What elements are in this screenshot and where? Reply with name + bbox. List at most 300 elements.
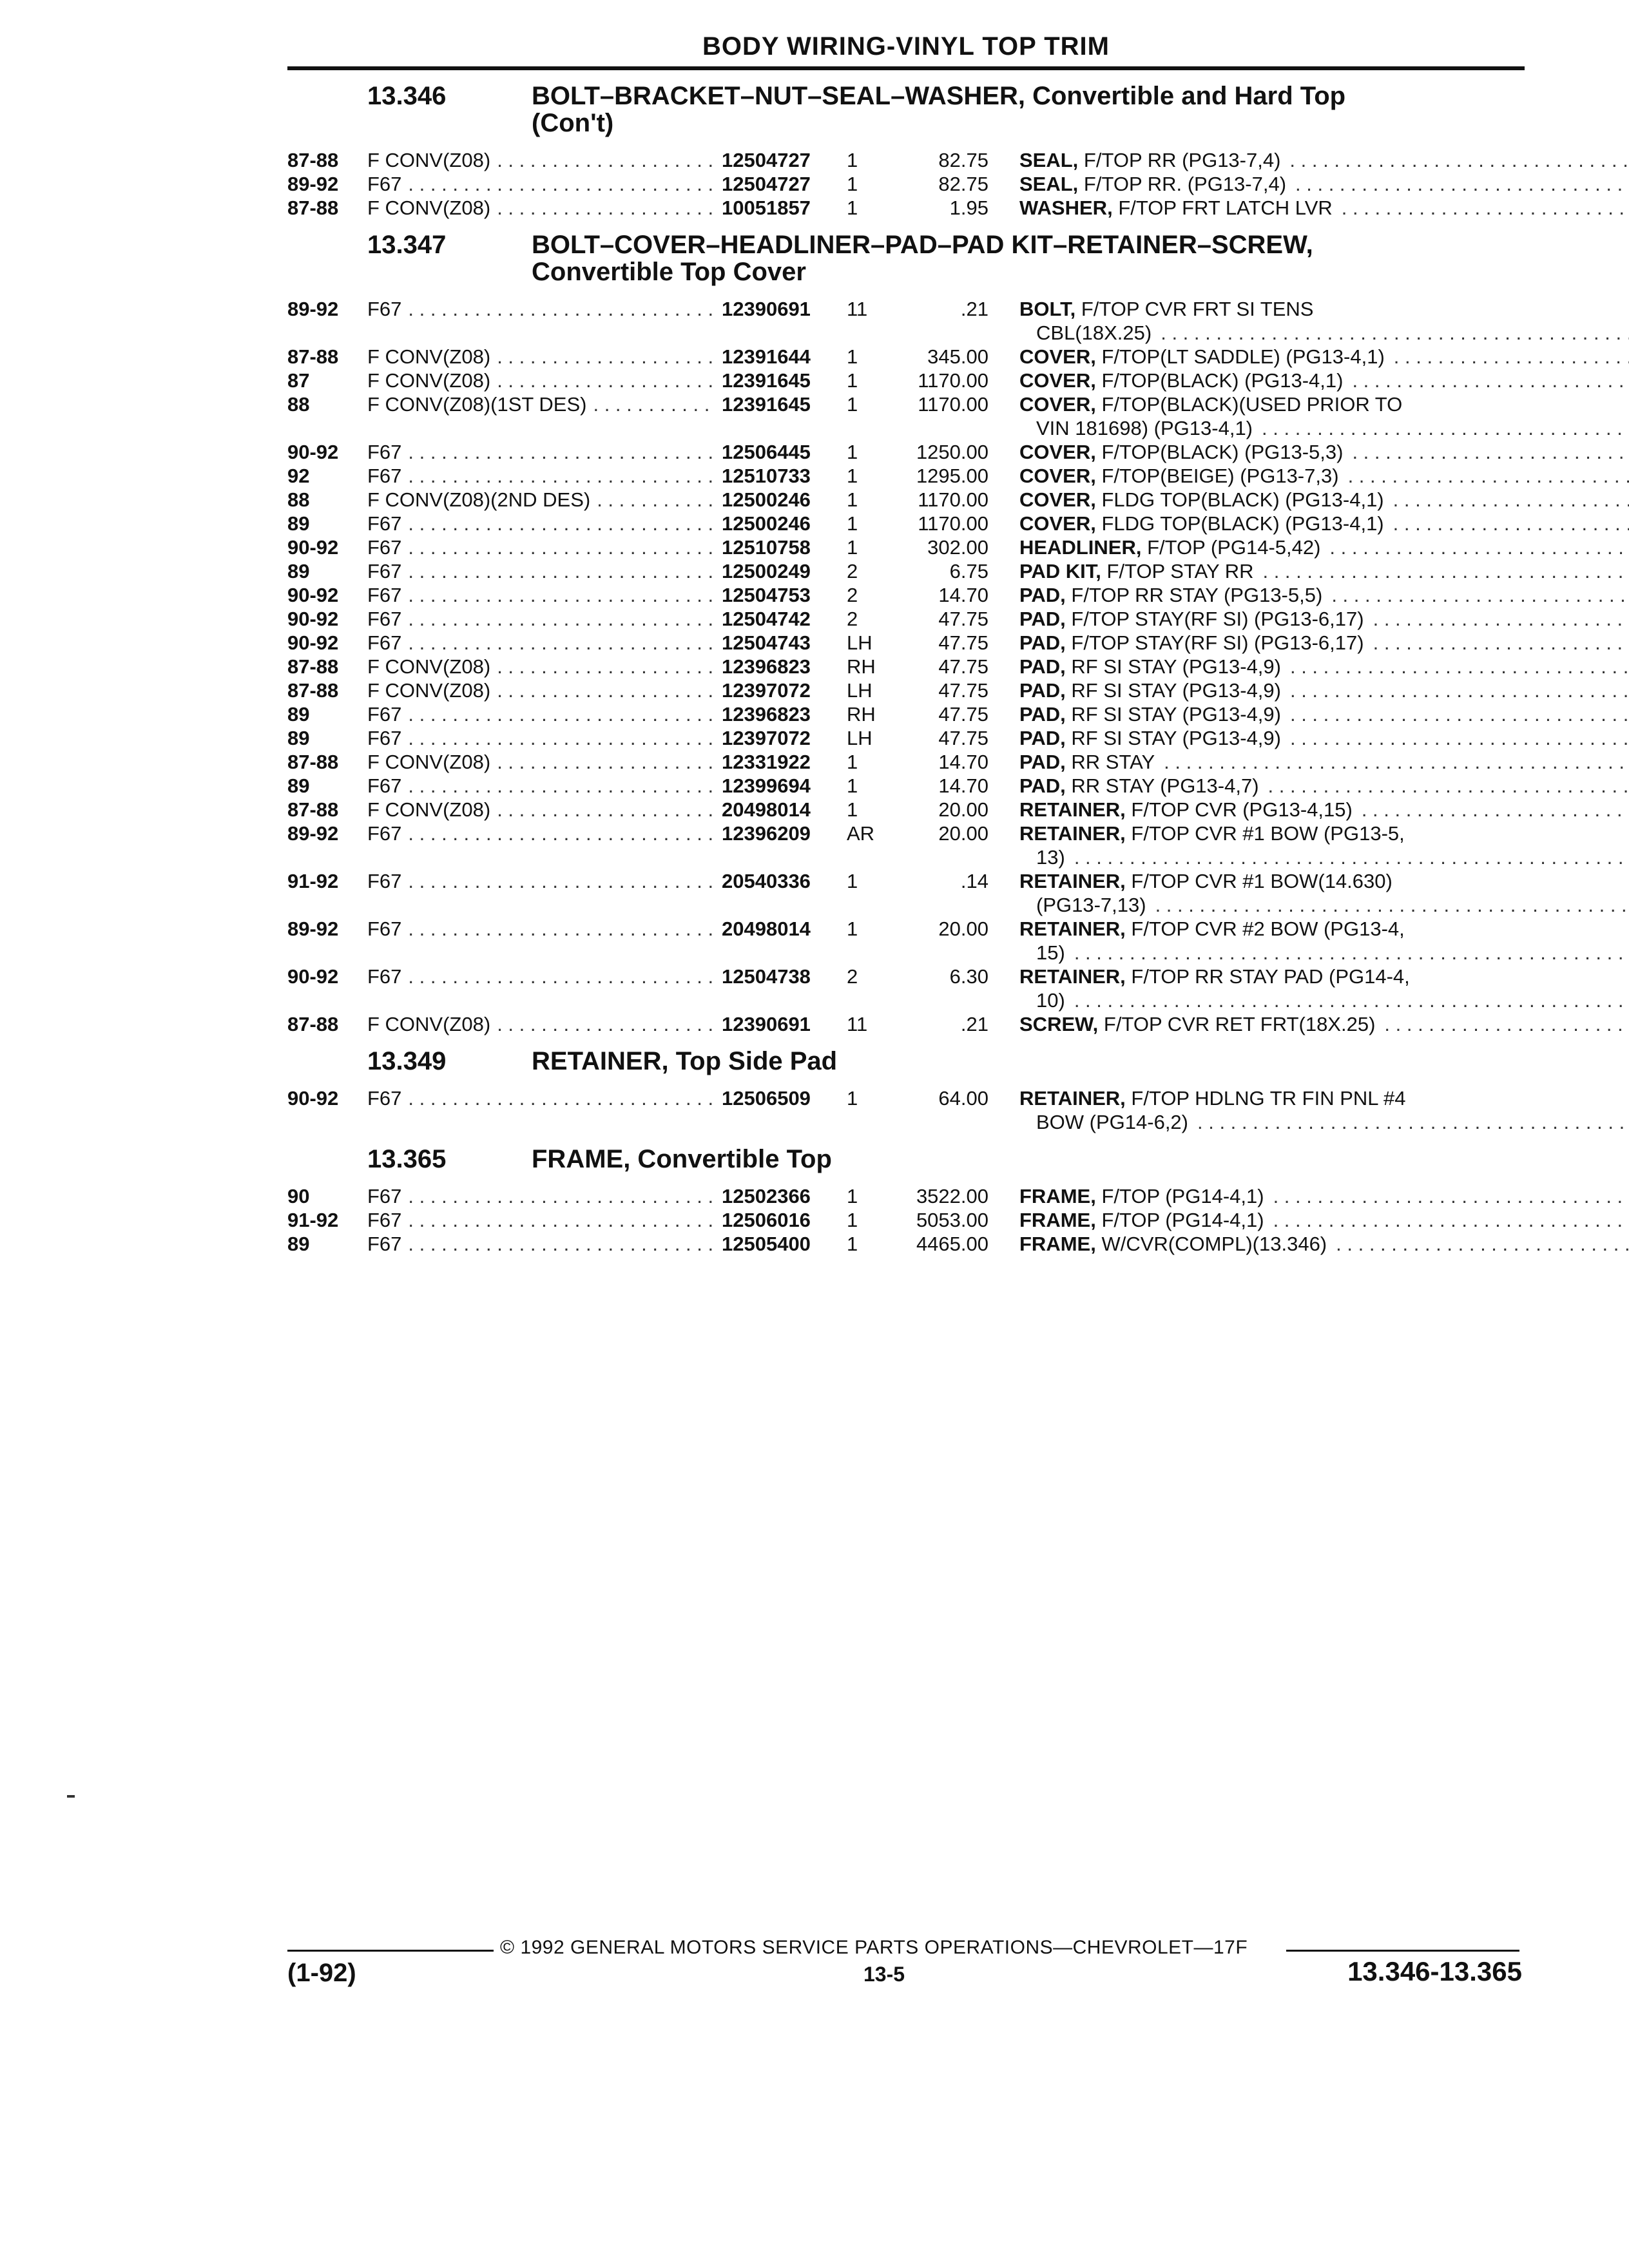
part-row: [287, 488, 1525, 512]
model-year: 89: [287, 512, 310, 535]
model-year: 89: [287, 560, 310, 582]
dot-leader: [408, 965, 713, 988]
part-number: 12500246: [722, 512, 811, 535]
part-row: [287, 1232, 1525, 1256]
description-text: [1019, 965, 1410, 988]
model-code-cell: [367, 148, 722, 172]
section-header: [287, 82, 1525, 137]
price: 345.00: [927, 345, 988, 368]
quantity: 11: [847, 1013, 868, 1035]
section-header: [287, 231, 1525, 285]
dot-leader: [1161, 321, 1629, 345]
description-line: [1019, 774, 1629, 798]
model-code-cell: [367, 965, 722, 988]
model-code: F67: [367, 560, 402, 582]
part-row: [287, 774, 1525, 798]
model-code-cell: [367, 1184, 722, 1208]
dot-leader: [1289, 148, 1629, 172]
model-code-cell: [367, 655, 722, 678]
dot-leader: [1329, 535, 1629, 559]
price: 3522.00: [916, 1185, 988, 1207]
description-continuation-text: CBL(18X.25): [1036, 322, 1152, 344]
price: 1170.00: [918, 393, 988, 416]
model-code-cell: [367, 631, 722, 655]
description-detail: F/TOP (PG14-4,1): [1101, 1185, 1264, 1207]
part-number: 12390691: [722, 298, 811, 320]
dot-leader: [1268, 774, 1629, 798]
part-row: [287, 297, 1525, 345]
description-detail: RR STAY: [1071, 751, 1155, 773]
price: 20.00: [938, 918, 988, 940]
description-line: [1019, 1232, 1629, 1256]
section-title: [532, 1048, 1525, 1075]
model-code-cell: [367, 440, 722, 464]
section-title: [532, 82, 1525, 137]
description-line: [1019, 655, 1629, 678]
description-text: [1019, 1208, 1264, 1232]
description-keyword: COVER,: [1019, 488, 1096, 511]
model-code: F67: [367, 512, 402, 535]
quantity: 2: [847, 560, 858, 582]
part-row: [287, 750, 1525, 774]
description-continuation: [1019, 1110, 1629, 1134]
dot-leader: [1384, 1012, 1629, 1036]
description-keyword: RETAINER,: [1019, 822, 1126, 845]
quantity: LH: [847, 631, 872, 654]
description-continuation-text: 10): [1036, 989, 1065, 1012]
part-row: [287, 440, 1525, 464]
model-year: 88: [287, 488, 310, 511]
catalog-section: [287, 231, 1525, 1044]
description-detail: W/CVR(COMPL)(13.346): [1101, 1233, 1327, 1255]
model-code-cell: [367, 822, 722, 845]
description: [1019, 1086, 1629, 1134]
dot-leader: [497, 148, 713, 172]
description-line: [1019, 440, 1629, 464]
description-line: [1019, 369, 1629, 392]
section-header: [287, 1048, 1525, 1075]
model-code-cell: [367, 345, 722, 369]
description: [1019, 869, 1629, 917]
model-code-cell: [367, 369, 722, 392]
model-code: F67: [367, 465, 402, 487]
model-year: 89: [287, 727, 310, 749]
dot-leader: [408, 583, 713, 607]
description-text: [1019, 678, 1281, 702]
price: 82.75: [938, 149, 988, 171]
model-year: 87-88: [287, 149, 339, 171]
description-text: [1019, 392, 1402, 416]
description-keyword: PAD,: [1019, 679, 1066, 702]
quantity: 1: [847, 536, 858, 559]
footer-copyright: © 1992 GENERAL MOTORS SERVICE PARTS OPERATIONS—CHEVROLET—17F: [500, 1937, 1248, 1958]
part-number: 12500246: [722, 488, 811, 511]
description-line: [1019, 1012, 1629, 1036]
description-keyword: RETAINER,: [1019, 798, 1126, 821]
description: [1019, 1012, 1629, 1036]
description: [1019, 1232, 1629, 1256]
description-line: [1019, 196, 1629, 220]
price: 1295.00: [916, 465, 988, 487]
quantity: RH: [847, 655, 876, 678]
model-code-cell: [367, 702, 722, 726]
description-keyword: RETAINER,: [1019, 1087, 1126, 1110]
model-code-cell: [367, 1208, 722, 1232]
description-line: [1019, 702, 1629, 726]
description-line: [1019, 535, 1629, 559]
description-detail: F/TOP STAY RR: [1106, 560, 1254, 582]
dot-leader: [408, 1208, 713, 1232]
model-code: F67: [367, 1185, 402, 1207]
part-row: [287, 631, 1525, 655]
description-text: [1019, 172, 1286, 196]
description: [1019, 822, 1623, 869]
description-text: [1019, 345, 1385, 369]
model-year: 89: [287, 774, 310, 797]
quantity: 1: [847, 369, 858, 392]
dot-leader: [1393, 488, 1629, 512]
description-text: [1019, 1086, 1405, 1110]
model-code: F67: [367, 703, 402, 726]
quantity: 1: [847, 918, 858, 940]
description-line: [1019, 512, 1629, 535]
part-number: 12504738: [722, 965, 811, 988]
header-rule: [287, 66, 1525, 70]
quantity: AR: [847, 822, 875, 845]
model-year: 87-88: [287, 345, 339, 368]
section-gap: [287, 1134, 1525, 1142]
description: [1019, 172, 1629, 196]
description-text: [1019, 702, 1281, 726]
section-title-line: (Con't): [532, 109, 614, 137]
part-number: 12397072: [722, 679, 811, 702]
description: [1019, 631, 1629, 655]
model-year: 87: [287, 369, 310, 392]
quantity: 1: [847, 1233, 858, 1255]
dot-leader: [1336, 1232, 1629, 1256]
quantity: 1: [847, 1087, 858, 1110]
description-line: [1019, 1208, 1629, 1232]
model-code-cell: [367, 869, 722, 893]
description-text: [1019, 196, 1333, 220]
dot-leader: [497, 345, 713, 369]
model-code-cell: [367, 798, 722, 822]
description-keyword: SEAL,: [1019, 173, 1079, 195]
dot-leader: [408, 535, 713, 559]
model-code-cell: [367, 917, 722, 941]
description-keyword: PAD,: [1019, 608, 1066, 630]
price: 1.95: [949, 197, 988, 219]
description: [1019, 464, 1629, 488]
dot-leader: [1290, 702, 1629, 726]
model-code: F CONV(Z08): [367, 751, 491, 773]
part-row: [287, 535, 1525, 559]
dot-leader: [408, 297, 713, 321]
dot-leader: [408, 172, 713, 196]
description-line: [1019, 750, 1627, 774]
model-year: 89-92: [287, 918, 339, 940]
description-detail: F/TOP CVR (PG13-4,15): [1131, 798, 1353, 821]
price: 47.75: [938, 608, 988, 630]
price: 14.70: [938, 774, 988, 797]
model-code-cell: [367, 583, 722, 607]
part-number: 12331922: [722, 751, 811, 773]
price: 1170.00: [918, 512, 988, 535]
description-detail: F/TOP HDLNG TR FIN PNL #4: [1131, 1087, 1406, 1110]
description-keyword: PAD KIT,: [1019, 560, 1101, 582]
description-detail: F/TOP CVR FRT SI TENS: [1081, 298, 1314, 320]
model-code: F67: [367, 1209, 402, 1231]
description: [1019, 583, 1629, 607]
dot-leader: [1295, 172, 1629, 196]
price: 1170.00: [918, 488, 988, 511]
footer-section-range: 13.346-13.365: [1347, 1956, 1522, 1986]
dot-leader: [497, 798, 713, 822]
model-code: F67: [367, 918, 402, 940]
dot-leader: [408, 774, 713, 798]
model-year: 87-88: [287, 751, 339, 773]
dot-leader: [408, 1184, 713, 1208]
description-line: [1019, 798, 1629, 822]
model-code: F CONV(Z08)(1ST DES): [367, 393, 587, 416]
dot-leader: [1362, 798, 1629, 822]
model-year: 87-88: [287, 655, 339, 678]
part-number: 12504727: [722, 149, 811, 171]
description-keyword: PAD,: [1019, 631, 1066, 654]
description-text: [1019, 148, 1280, 172]
description-line: [1019, 488, 1629, 512]
quantity: 1: [847, 488, 858, 511]
model-year: 90-92: [287, 441, 339, 463]
description-detail: F/TOP CVR #1 BOW (PG13-5,: [1131, 822, 1405, 845]
quantity: 1: [847, 798, 858, 821]
dot-leader: [1197, 1110, 1629, 1134]
part-row: [287, 392, 1525, 440]
price: 47.75: [938, 703, 988, 726]
price: 4465.00: [916, 1233, 988, 1255]
model-code: F67: [367, 822, 402, 845]
part-row: [287, 196, 1525, 220]
part-row: [287, 512, 1525, 535]
dot-leader: [1348, 464, 1629, 488]
price: 6.30: [949, 965, 988, 988]
part-number: 20498014: [722, 798, 811, 821]
quantity: RH: [847, 703, 876, 726]
section-title-line: BOLT–BRACKET–NUT–SEAL–WASHER, Convertible and Hard Top: [532, 82, 1346, 110]
model-code: F67: [367, 774, 402, 797]
part-number: 12396823: [722, 655, 811, 678]
price: 14.70: [938, 751, 988, 773]
dot-leader: [408, 822, 713, 845]
model-code: F CONV(Z08)(2ND DES): [367, 488, 591, 511]
description-text: [1019, 1012, 1375, 1036]
description-detail: F/TOP RR STAY PAD (PG14-4,: [1131, 965, 1410, 988]
quantity: 11: [847, 298, 868, 320]
part-row: [287, 869, 1525, 917]
model-code-cell: [367, 172, 722, 196]
description-line: [1019, 297, 1629, 321]
description-continuation: [1019, 845, 1623, 869]
description-line: [1019, 148, 1629, 172]
model-code-cell: [367, 1086, 722, 1110]
part-row: [287, 965, 1525, 1012]
description: [1019, 798, 1629, 822]
description-keyword: PAD,: [1019, 584, 1066, 606]
model-year: 88: [287, 393, 310, 416]
part-row: [287, 726, 1525, 750]
description-text: [1019, 464, 1339, 488]
model-code: F67: [367, 608, 402, 630]
dot-leader: [1373, 631, 1629, 655]
section-title-line: Convertible Top Cover: [532, 258, 806, 286]
description: [1019, 392, 1629, 440]
scan-speck: [67, 1795, 75, 1798]
description-detail: RF SI STAY (PG13-4,9): [1071, 727, 1281, 749]
description-detail: F/TOP (PG14-4,1): [1101, 1209, 1264, 1231]
description-line: [1019, 965, 1623, 988]
dot-leader: [497, 678, 713, 702]
dot-leader: [1373, 607, 1629, 631]
dot-leader: [1290, 678, 1629, 702]
model-year: 90: [287, 1185, 310, 1207]
model-year: 89-92: [287, 298, 339, 320]
part-row: [287, 345, 1525, 369]
description: [1019, 750, 1627, 774]
description: [1019, 917, 1623, 965]
description-text: [1019, 535, 1320, 559]
description-text: [1019, 869, 1393, 893]
description-keyword: RETAINER,: [1019, 918, 1126, 940]
quantity: 1: [847, 149, 858, 171]
section-number: 13.365: [367, 1145, 447, 1173]
model-year: 91-92: [287, 870, 339, 892]
price: 5053.00: [916, 1209, 988, 1231]
dot-leader: [408, 869, 713, 893]
description-keyword: COVER,: [1019, 393, 1096, 416]
description-keyword: COVER,: [1019, 345, 1096, 368]
model-code: F67: [367, 298, 402, 320]
model-code-cell: [367, 607, 722, 631]
model-code: F67: [367, 727, 402, 749]
model-code: F67: [367, 441, 402, 463]
description-text: [1019, 726, 1281, 750]
dot-leader: [1342, 196, 1629, 220]
quantity: 1: [847, 512, 858, 535]
quantity: 2: [847, 608, 858, 630]
description-text: [1019, 559, 1253, 583]
description: [1019, 535, 1629, 559]
description-line: [1019, 172, 1629, 196]
dot-leader: [1155, 893, 1629, 917]
quantity: 1: [847, 345, 858, 368]
quantity: 2: [847, 584, 858, 606]
model-code-cell: [367, 750, 722, 774]
description-text: [1019, 631, 1364, 655]
description-keyword: RETAINER,: [1019, 965, 1126, 988]
description-line: [1019, 1086, 1629, 1110]
part-row: [287, 917, 1525, 965]
footer-date: (1-92): [287, 1959, 356, 1987]
part-row: [287, 655, 1525, 678]
dot-leader: [1074, 988, 1624, 1012]
part-number: 12504753: [722, 584, 811, 606]
model-code: F67: [367, 965, 402, 988]
dot-leader: [1290, 655, 1629, 678]
price: .14: [960, 870, 988, 892]
price: .21: [960, 298, 988, 320]
dot-leader: [1352, 440, 1629, 464]
description-detail: FLDG TOP(BLACK) (PG13-4,1): [1101, 512, 1384, 535]
description-continuation: [1019, 988, 1623, 1012]
model-code: F CONV(Z08): [367, 149, 491, 171]
part-row: [287, 559, 1525, 583]
section-number: 13.349: [367, 1047, 447, 1075]
dot-leader: [1331, 583, 1629, 607]
dot-leader: [408, 1086, 713, 1110]
model-year: 90-92: [287, 965, 339, 988]
section-title: [532, 231, 1525, 285]
description-text: [1019, 798, 1353, 822]
description-text: [1019, 822, 1405, 845]
description-text: [1019, 512, 1384, 535]
part-number: 12391645: [722, 369, 811, 392]
quantity: 2: [847, 965, 858, 988]
price: 20.00: [938, 822, 988, 845]
model-code-cell: [367, 464, 722, 488]
section-gap: [287, 220, 1525, 227]
description-detail: F/TOP (PG14-5,42): [1147, 536, 1321, 559]
parts-catalog: [287, 82, 1525, 1260]
description-line: [1019, 607, 1629, 631]
page-title: BODY WIRING-VINYL TOP TRIM: [702, 32, 1110, 61]
quantity: 1: [847, 465, 858, 487]
description-line: [1019, 726, 1629, 750]
model-year: 87-88: [287, 798, 339, 821]
description-detail: RF SI STAY (PG13-4,9): [1071, 679, 1281, 702]
part-row: [287, 1086, 1525, 1134]
price: 47.75: [938, 727, 988, 749]
model-code-cell: [367, 678, 722, 702]
description-text: [1019, 583, 1322, 607]
part-row: [287, 678, 1525, 702]
dot-leader: [408, 1232, 713, 1256]
dot-leader: [1262, 559, 1629, 583]
description-text: [1019, 1184, 1264, 1208]
description: [1019, 702, 1629, 726]
part-row: [287, 1012, 1525, 1036]
dot-leader: [497, 655, 713, 678]
description-text: [1019, 488, 1384, 512]
dot-leader: [408, 631, 713, 655]
catalog-section: [287, 1146, 1525, 1256]
dot-leader: [408, 559, 713, 583]
description: [1019, 965, 1623, 1012]
part-number: 12504742: [722, 608, 811, 630]
description-detail: F/TOP CVR RET FRT(18X.25): [1103, 1013, 1376, 1035]
description-text: [1019, 917, 1405, 941]
description-continuation-text: VIN 181698) (PG13-4,1): [1036, 417, 1253, 439]
model-code-cell: [367, 774, 722, 798]
description: [1019, 488, 1629, 512]
quantity: 1: [847, 870, 858, 892]
description: [1019, 345, 1629, 369]
price: 302.00: [927, 536, 988, 559]
description-keyword: RETAINER,: [1019, 870, 1126, 892]
description-continuation-text: BOW (PG14-6,2): [1036, 1111, 1188, 1133]
description-line: [1019, 559, 1629, 583]
part-number: 10051857: [722, 197, 811, 219]
part-number: 12504743: [722, 631, 811, 654]
